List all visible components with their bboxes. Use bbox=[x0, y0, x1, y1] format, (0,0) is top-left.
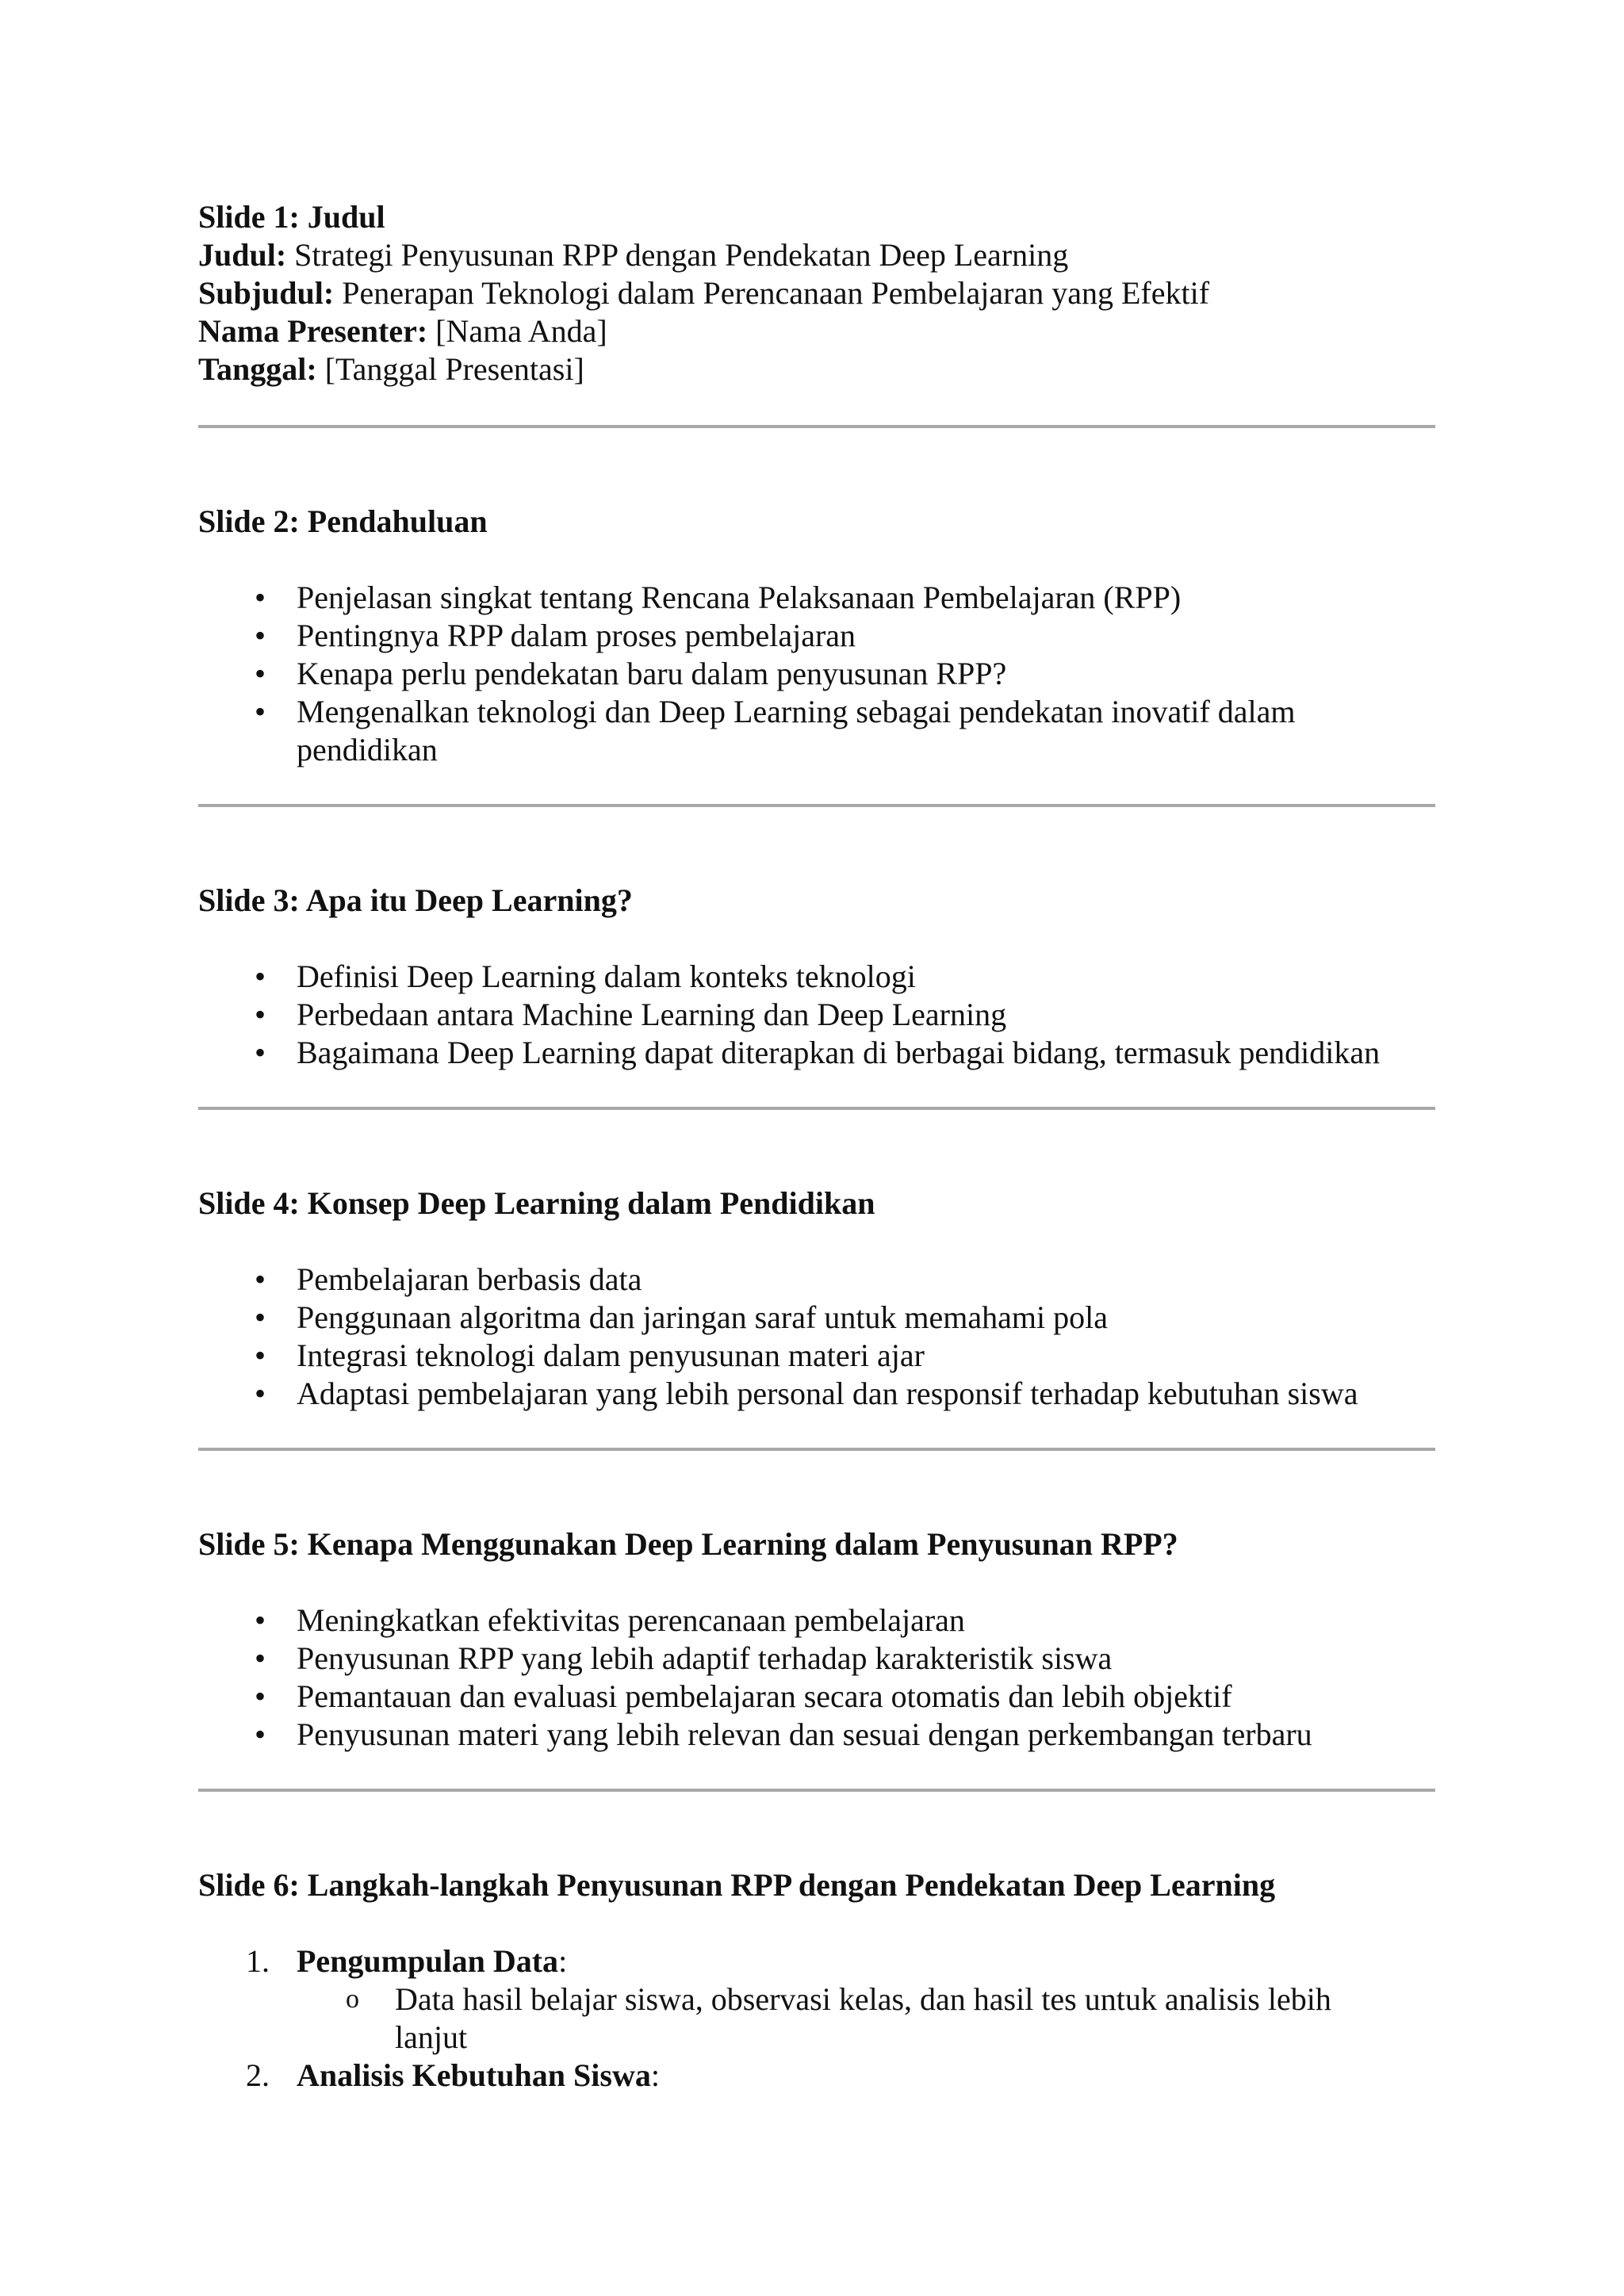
list-item-text: Kenapa perlu pendekatan baru dalam penyusunan RPP? bbox=[297, 656, 1007, 691]
step-number: 2. bbox=[246, 2057, 270, 2093]
bullet-icon: • bbox=[254, 1678, 266, 1714]
presenter-label: Nama Presenter: bbox=[198, 313, 428, 349]
list-item-text: Penyusunan RPP yang lebih adaptif terhadap karakteristik siswa bbox=[297, 1640, 1113, 1676]
circle-bullet-icon: o bbox=[346, 1984, 359, 2014]
bullet-list bbox=[198, 958, 1435, 1072]
bullet-icon: • bbox=[254, 1602, 266, 1638]
slide-4-heading: Slide 4: Konsep Deep Learning dalam Pendidikan bbox=[198, 1185, 875, 1221]
bullet-icon: • bbox=[254, 1640, 266, 1676]
slide-6-section bbox=[198, 1866, 1435, 2095]
list-item-text: Definisi Deep Learning dalam konteks teknologi bbox=[297, 959, 916, 994]
bullet-list bbox=[198, 1261, 1435, 1413]
list-item bbox=[198, 1337, 1435, 1375]
subtitle-field bbox=[198, 274, 1435, 312]
bullet-icon: • bbox=[254, 580, 266, 615]
list-item-text: Penyusunan materi yang lebih relevan dan sesuai dengan perkembangan terbaru bbox=[297, 1716, 1312, 1752]
slide-3-heading: Slide 3: Apa itu Deep Learning? bbox=[198, 882, 633, 918]
title-label: Judul: bbox=[198, 237, 287, 273]
bullet-icon: • bbox=[254, 656, 266, 691]
slide-6-heading: Slide 6: Langkah-langkah Penyusunan RPP dengan Pendekatan Deep Learning bbox=[198, 1867, 1276, 1903]
bullet-icon: • bbox=[254, 1337, 266, 1373]
title-value: Strategi Penyusunan RPP dengan Pendekatan Deep Learning bbox=[286, 237, 1069, 273]
list-item bbox=[198, 1640, 1435, 1678]
date-field bbox=[198, 350, 1435, 388]
divider bbox=[198, 804, 1435, 807]
list-item bbox=[198, 996, 1435, 1034]
bullet-icon: • bbox=[254, 1716, 266, 1752]
subtitle-label: Subjudul: bbox=[198, 275, 335, 311]
sub-list-item-text: Data hasil belajar siswa, observasi kelas, dan hasil tes untuk analisis lebih lanjut bbox=[395, 1981, 1331, 2055]
list-item bbox=[198, 1034, 1435, 1072]
list-item bbox=[198, 1261, 1435, 1299]
list-item bbox=[198, 1716, 1435, 1754]
list-item bbox=[198, 958, 1435, 996]
list-item bbox=[198, 2057, 1435, 2095]
list-item bbox=[198, 1375, 1435, 1413]
list-item-text: Penjelasan singkat tentang Rencana Pelaksanaan Pembelajaran (RPP) bbox=[297, 580, 1182, 615]
list-item-text: Pentingnya RPP dalam proses pembelajaran bbox=[297, 618, 856, 653]
list-item bbox=[198, 693, 1435, 769]
bullet-icon: • bbox=[254, 694, 266, 729]
step-title: Pengumpulan Data bbox=[297, 1943, 559, 1979]
presenter-value: [Nama Anda] bbox=[427, 313, 607, 349]
list-item bbox=[198, 655, 1435, 693]
slide-2-section bbox=[198, 503, 1435, 769]
numbered-list bbox=[198, 1942, 1435, 2095]
list-item bbox=[198, 1601, 1435, 1640]
list-item-text: Meningkatkan efektivitas perencanaan pembelajaran bbox=[297, 1602, 965, 1638]
list-item-text: Perbedaan antara Machine Learning dan Deep Learning bbox=[297, 997, 1007, 1032]
slide-1-section bbox=[198, 198, 1435, 388]
list-item bbox=[198, 1299, 1435, 1337]
list-item-text: Pembelajaran berbasis data bbox=[297, 1261, 642, 1297]
slide-4-section bbox=[198, 1184, 1435, 1413]
step-colon: : bbox=[558, 1943, 568, 1979]
sub-list-item bbox=[297, 1980, 1435, 2057]
date-label: Tanggal: bbox=[198, 351, 317, 387]
bullet-icon: • bbox=[254, 1261, 266, 1297]
presenter-field bbox=[198, 312, 1435, 350]
subtitle-value: Penerapan Teknologi dalam Perencanaan Pembelajaran yang Efektif bbox=[334, 275, 1210, 311]
title-field bbox=[198, 236, 1435, 274]
bullet-icon: • bbox=[254, 1035, 266, 1070]
step-title: Analisis Kebutuhan Siswa bbox=[297, 2057, 651, 2093]
bullet-icon: • bbox=[254, 959, 266, 994]
sub-list bbox=[297, 1980, 1435, 2057]
list-item bbox=[198, 1942, 1435, 2057]
list-item bbox=[198, 1678, 1435, 1716]
slide-2-heading: Slide 2: Pendahuluan bbox=[198, 503, 488, 539]
slide-1-heading: Slide 1: Judul bbox=[198, 199, 385, 235]
step-number: 1. bbox=[246, 1943, 270, 1979]
list-item bbox=[198, 579, 1435, 617]
slide-5-section bbox=[198, 1525, 1435, 1754]
bullet-icon: • bbox=[254, 1299, 266, 1335]
divider bbox=[198, 1789, 1435, 1792]
divider bbox=[198, 425, 1435, 428]
list-item bbox=[198, 617, 1435, 655]
list-item-text: Adaptasi pembelajaran yang lebih personal dan responsif terhadap kebutuhan siswa bbox=[297, 1376, 1358, 1411]
slide-5-heading: Slide 5: Kenapa Menggunakan Deep Learning dalam Penyusunan RPP? bbox=[198, 1526, 1178, 1562]
date-value: [Tanggal Presentasi] bbox=[316, 351, 584, 387]
divider bbox=[198, 1448, 1435, 1451]
list-item-text: Bagaimana Deep Learning dapat diterapkan di berbagai bidang, termasuk pendidikan bbox=[297, 1035, 1381, 1070]
bullet-icon: • bbox=[254, 1376, 266, 1411]
list-item-text: Pemantauan dan evaluasi pembelajaran secara otomatis dan lebih objektif bbox=[297, 1678, 1232, 1714]
list-item-text: Mengenalkan teknologi dan Deep Learning sebagai pendekatan inovatif dalam pendidikan bbox=[297, 694, 1296, 767]
list-item-text: Penggunaan algoritma dan jaringan saraf untuk memahami pola bbox=[297, 1299, 1109, 1335]
bullet-icon: • bbox=[254, 618, 266, 653]
step-colon: : bbox=[650, 2057, 660, 2093]
list-item-text: Integrasi teknologi dalam penyusunan materi ajar bbox=[297, 1337, 925, 1373]
divider bbox=[198, 1107, 1435, 1110]
bullet-list bbox=[198, 1601, 1435, 1754]
slide-3-section bbox=[198, 882, 1435, 1072]
bullet-icon: • bbox=[254, 997, 266, 1032]
bullet-list bbox=[198, 579, 1435, 769]
